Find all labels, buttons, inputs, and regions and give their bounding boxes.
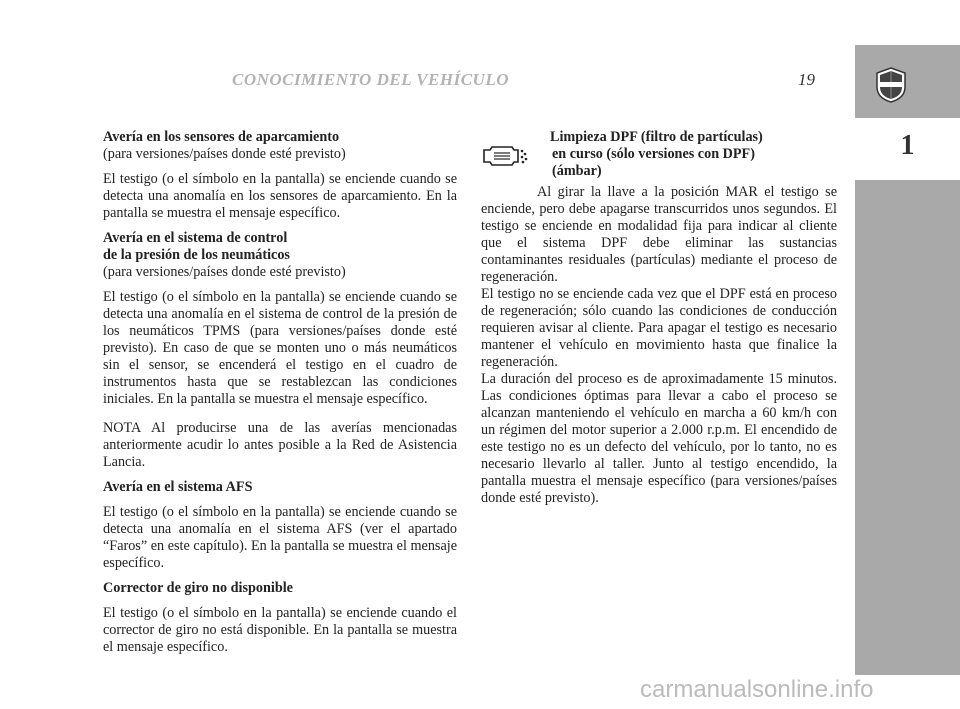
heading-tpms-line1: Avería en el sistema de control: [103, 230, 288, 246]
left-column: [103, 129, 457, 656]
dpf-paragraph-2: El testigo no se enciende cada vez que el DPF está en proceso de regeneración; sólo cuando las condiciones de conducción requieren avisar al cliente. Para apagar el testigo es necesario mantener el vehículo en movimiento hasta que finalice la regeneración.: [481, 286, 837, 370]
heading-parking-sensors: Avería en los sensores de aparcamiento: [103, 129, 340, 145]
subheading-parking-sensors: (para versiones/países donde esté previsto): [103, 146, 346, 162]
heading-afs: Avería en el sistema AFS: [103, 479, 253, 495]
dpf-warning-icon: [482, 141, 530, 171]
note-paragraph: NOTA Al producirse una de las averías mencionadas anteriormente acudir lo antes posible a la Red de Asistencia Lancia.: [103, 420, 457, 470]
body-tpms: El testigo (o el símbolo en la pantalla) se enciende cuando se detecta una anomalía en el sistema de control de la presión de los neumáticos TPMS (para versiones/países donde esté previsto). En caso de que se monten uno o más neumáticos sin el sensor, se encenderá el testigo en el cuadro de instrumentos hasta que se restablezcan las condiciones iniciales. En la pantalla se muestra el mensaje específico.: [103, 289, 457, 407]
body-parking-sensors: El testigo (o el símbolo en la pantalla) se enciende cuando se detecta una anomalía en los sensores de aparcamiento. En la pantalla se muestra el mensaje específico.: [103, 171, 457, 221]
lancia-logo-icon: [874, 67, 908, 103]
dpf-title: [550, 129, 763, 180]
page-header-title: CONOCIMIENTO DEL VEHÍCULO: [232, 70, 509, 89]
dpf-title-line1: Limpieza DPF (filtro de partículas): [550, 129, 763, 145]
heading-turn-corrector: Corrector de giro no disponible: [103, 580, 293, 596]
chapter-number: 1: [900, 130, 915, 161]
dpf-title-line3: (ámbar): [552, 163, 602, 179]
heading-tpms-line2: de la presión de los neumáticos: [103, 247, 290, 263]
chapter-tab[interactable]: [855, 118, 960, 180]
body-afs: El testigo (o el símbolo en la pantalla) se enciende cuando se detecta una anomalía en el sistema AFS (ver el apartado “Faros” en este capítulo). En la pantalla se muestra el mensaje específico.: [103, 504, 457, 571]
watermark: carmanualsonline.info: [640, 676, 874, 703]
page-number: 19: [798, 70, 815, 89]
body-turn-corrector: El testigo (o el símbolo en la pantalla) se enciende cuando el corrector de giro no está disponible. En la pantalla se muestra el mensaje específico.: [103, 605, 457, 655]
dpf-title-line2: en curso (sólo versiones con DPF): [552, 146, 755, 162]
subheading-tpms: (para versiones/países donde esté previsto): [103, 264, 346, 280]
right-column: [481, 184, 837, 507]
dpf-paragraph-1: Al girar la llave a la posición MAR el testigo se enciende, pero debe apagarse transcurridos unos segundos. El testigo se enciende en modalidad fija para indicar al cliente que el sistema DPF debe eliminar las sustancias contaminantes residuales (partículas) mediante el proceso de regeneración.: [481, 184, 837, 285]
dpf-paragraph-3: La duración del proceso es de aproximadamente 15 minutos. Las condiciones óptimas para llevar a cabo el proceso se alcanzan manteniendo el vehículo en marcha a 60 km/h con un régimen del motor superior a 2.000 r.p.m. El encendido de este testigo no es un defecto del vehículo, por lo tanto, no es necesario llevarlo al taller. Junto al testigo encendido, la pantalla muestra el mensaje específico (para versiones/países donde esté previsto).: [481, 371, 837, 506]
